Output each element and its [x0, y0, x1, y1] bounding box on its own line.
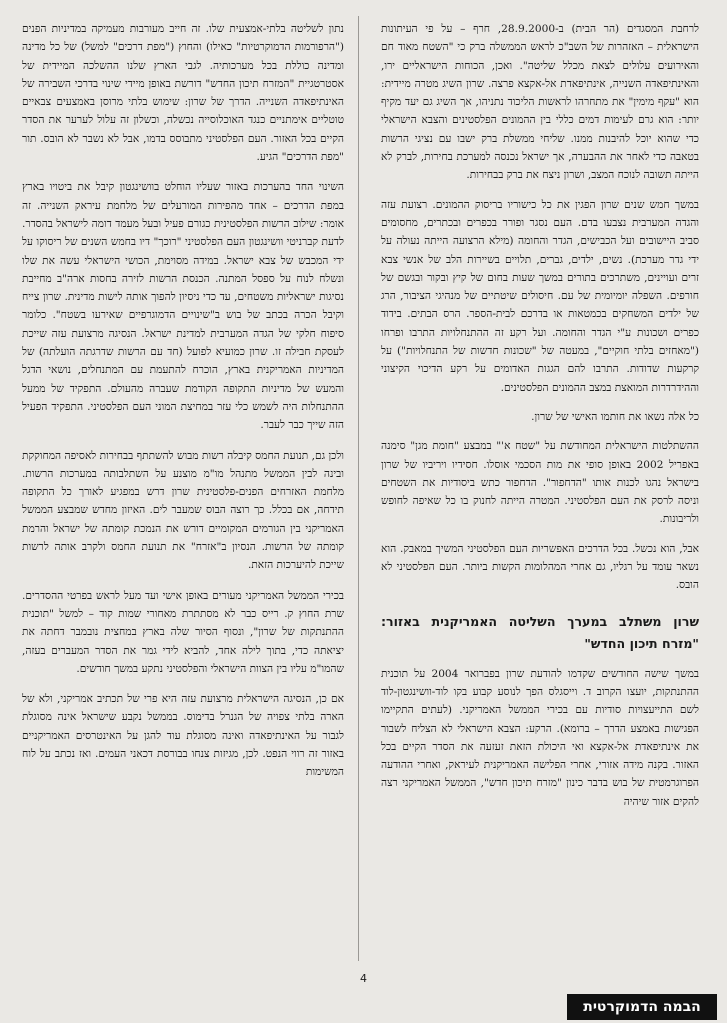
paragraph: נתון לשליטה בלתי-אמצעית שלו. זה חייב מעורבות מעמיקה במדיניות הפנים ("הרפורמות הדמוקרטיות" כאילו) והחוץ ("מפת דרכים" למשל) של כל מדינה ומדינה כוללת בכל מערכותיה. לגבי הארץ שלנו ההשלכה המיידית של אסטרטגיית "המזרח תיכון החדש" דורשת באופן מיידי שינוי בדרכי השבירה של האינתיפאדה השנייה. הדרך של שרון: שימוש בלתי מרוסן באמצעים צבאיים טוטליים אימתניים כנגד האוכלוסייה נכשלה, וכשלון זה עלול לערער את הסדר הקיים בכל האזור. העם הפלסטיני מתבוסס בדמו, אבל לא נשבר לא הובס. תור "מפת הדרכים" הגיע.	[22, 23, 344, 164]
paragraph: לרחבת המסגדים (הר הבית) ב-28.9.2000, חרף – על פי העיתונות הישראלית – האזהרות של השב"כ לראש הממשלה ברק כי "השטח מאוד חם והאירועים עלולים לצאת מכלל שליטה". ואכן, הכוחות הישראליים ירו, והאינתיפאדה השנייה, אינתיפאדת אל-אקצא פרצה. שרון השיג מטרה מיידית: הוא "עקף מימין" את מתחרהו לראשות הליכוד נתניהו, אך השיג גם יעד מקיף יותר: הוא גרם לעימות דמים כללי בין ההמונים הפלסטינים והצבא הישראלי כדי שהוא יוכל להיבנות ממנו. שליחי ממשלת ברק ישבו עם נציגי הרשות בטאבה כדי לאחר את ההבערה, אך ישראל נכנסה למערכת בחירות, לברק לא הייתה תשובה לנוכח המצב, ושרון ניצח את ברק בבחירות.	[381, 23, 699, 182]
paragraph: ההשתלטות הישראלית המחודשת על "שטח א'" במבצע "חומת מגן" סימנה באפריל 2002 באופן סופי את מות הסכמי אוסלו. חסידיו ויריביו של שרון בישראל נהגו לכנות אותו "הדחפור". הדחפור כתש ביסודיות את השטחים וניסה לרסק את העם הפלסטיני. המטרה הייתה לחנוק בו כל שאיפה לחופש ולריבונות.	[381, 440, 699, 526]
paragraph: השינוי החד בהערכות באזור שעליו הוחלט בוושינגטון קיבל את ביטויו בארץ במפת הדרכים – אחד מהפירות המורעלים של מלחמת עיראק השנייה. זה אומר: שילוב הרשות הפלסטינית כגורם פעיל ובעל מעמד דומה לישראל בהסדר. לדעת קברניטי וושינגטון העם הפלסטיני "רוכך" דיו בחמש השנים של ריסוקו על ידי המכבש של צבא ישראל. במידה מסוימת, הכושי הישראלי עשה את שלו ונשלח לנוח על ספסל המתנה. הכנסת הרשות לזירה בחסות ארה"ב מחייבת נסיגות ישראליות משטחים, עד כדי ניסיון להפוך אותה לישות מדינית. שרון צייח וקיבל הכרה בכתב של בוש ב"שינויים הדמוגרפיים שאירעו בשטח". כלומר סיפוח חלקי של הגדה המערבית למדינת ישראל. הנסיגה מרצועת עזה שייכת לעסקת חבילה זו. שרון כמועיא לפועל (חד עם הרשות שדרגתה הועלתה) של המדיניות האמריקנית בארץ, הוכרח להתעמת עם המתנחלים, נושאי הדגל והמעש של מדיניות התקופה הקודמת שעברה מהעולם. התפקיד של ממעל ההתנחלות היה לשמש כלי עזר במחיצת המוני העם הפלסטיני. התפקיד הפעיל הזה שייך כבר לעבר.	[22, 181, 344, 432]
paragraph: בכירי הממשל האמריקני מעורים באופן אישי ועד מעל לראש בפרטי ההסדרים. שרת החוץ ק. רייס כבר לא מסתתרת מאחורי שמות קוד – למשל "תוכנית ההתנתקות של שרון", ונסוף הסיור שלה בארץ במחצית נובמבר דחתה את יציאתה כדי, בתוך לילה אחד, להביא לידי גמר את הסדר המעברים בעזה, שהמו"מ עליו בין הצוות הישראלי והפלסטיני נתקע במשך חודשים.	[22, 589, 344, 675]
paragraph: כל אלה נשאו את חותמו האישי של שרון.	[531, 410, 699, 423]
paragraph: אם כן, הנסיגה הישראלית מרצועת עזה היא פרי של תכתיב אמריקני, ולא של הארה בלתי צפויה של הגנרל בדימוס. בממשל נקבע שישראל אינה מסוגלת לגבור על האינתיפאדה ואינה מסוגלת עוד להגן על האינטרסים האמריקניים באזור זה רווי הנפט. לכן, מגיזות צנחו בבורסת דכאני העמים. ואז נכתב על לוח המשימות	[22, 693, 344, 779]
article-column-left	[22, 20, 344, 955]
publication-masthead: הבמה הדמוקרטית	[567, 994, 717, 1020]
paragraph: אבל, הוא נכשל. בכל הדרכים האפשריות העם הפלסטיני המשיך במאבק. הוא נשאר עומד על רגליו, גם אחרי המהלומות הקשות ביותר. העם הפלסטיני לא הובס.	[381, 542, 699, 592]
paragraph: ולכן גם, תנועת החמס קיבלה רשות מבוש להשתתף בבחירות לאסיפה המחוקקת ובינה לבין הממשל מתנהל מו"מ מוצנע על השתלבותה במערכות הרשות. מלחמת האזרחים הפנים-פלסטינית שרון דרש במפגיע לאורך כל התקופה תידחה, אם בכלל. כך רוצה הבוס שמעבר לים. האיזון מחדש שמבצע הממשל האמריקני בין הגורמים המקומיים דורש את הנמכת קומתה של ישראל והרמת קומתה של הרשות. הנסיון ב"אזרח" את תנועת החמס ולקרב אותה לרשות שייכת להיערכות הזאת.	[22, 449, 344, 572]
paragraph: במשך חמש שנים שרון הפגין את כל כישוריו בריסוק ההמונים. רצועת עזה והגדה המערבית נצבעו בדם. העם נסגר ופורר בכפרים ובכתרים, מחסומים סביב היישובים ועל הכבישים, הגדר והחומה (מילא הרצועה הייתה נעולה על ידי גדר מערכת). נשים, ילדים, גברים, תלויים בשיירות הלב של אנשי צבא זרים ועויינים, משתרכים בתורים במשך שעות בחום של קיץ ובקור ובגשם של חורפים. השפלה יומיומית של עם. חיסולים שיטתיים של מנהיגי הציבור, הרג של ילדים המשחקים בכמטאות או בדרכם לבית-הספר. הרס הבתים. בידוד כפרים ושכונות ע"י הגדר והחומה. ועל רקע זה ההתנחלויות התרבו ופרחו ("מאחזים בלתי חוקיים", במעטה של "שכונות חדשות של התנחלויות") על קרקעות שדודות. התרבו להם הגגות האדומים על רקע הדיכוי הקיצוני וההידרדרות המואצת במצב ההמונים הפלסטינים.	[381, 198, 699, 394]
article-column-right	[381, 20, 699, 955]
paragraph: במשך שישה החודשים שקדמו להודעת שרון בפברואר 2004 על תוכנית ההתנתקות, יועצו הקרוב ד. וייסגלס הפך לנוסע קבוע בקו לוד-וושינגטון-לוד לשם התייעצויות סודיות עם בכירי הממשל האמריקני. (לעתים התקיימו הפגישות באמצע הדרך – ברומא). הרקע: הצבא הישראלי לא הצליח לשבור את אינתיפאדת אל-אקצא ואי היכולת הזאת זעזעה את הסדר הקיים בכל האזור. בקנה מידה אזורי, אחרי הפלישה האמריקנית לעיראק, ואחרי ההודעה הפרוגרמטית של בוש בדבר כינון "מזרח תיכון חדש", הממשל האמריקני רצה להקים אזור שיהיה	[381, 667, 699, 808]
page-number: 4	[360, 972, 367, 985]
section-heading: שרון משתלב במערך השליטה האמריקנית באזור: "מזרח תיכון החדש"	[381, 613, 699, 651]
column-divider	[358, 16, 359, 961]
